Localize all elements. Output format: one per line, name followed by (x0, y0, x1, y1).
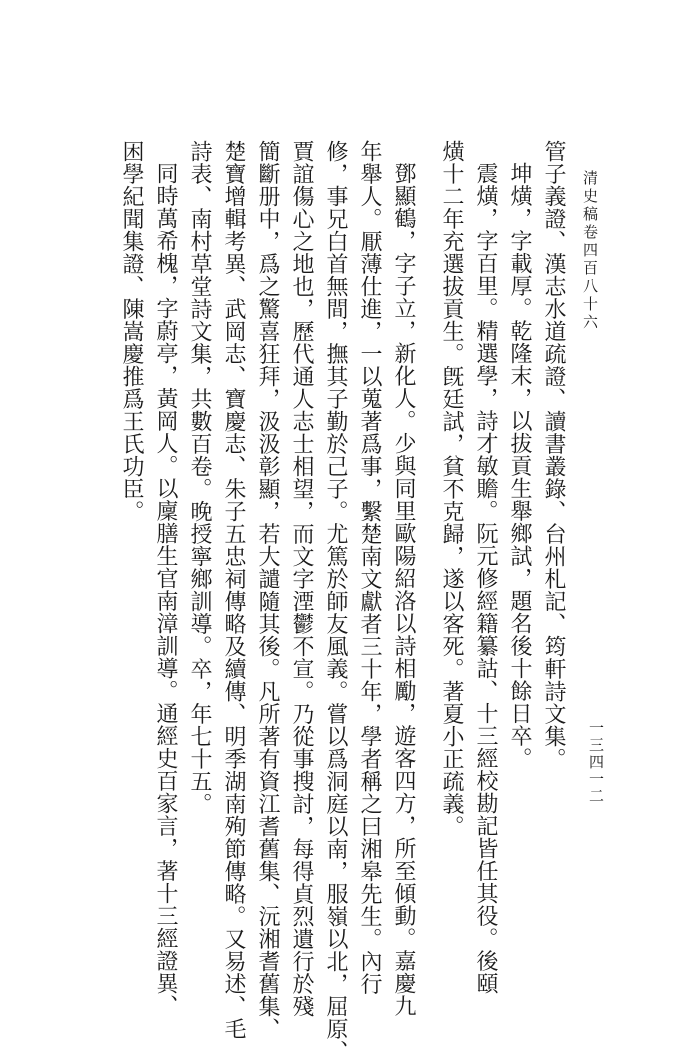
text-column-3: 震熿，字百里。精選學，詩才敏贍。阮元修經籍纂詁、十三經校勘記皆任其役。後頤 (473, 162, 498, 995)
text-column-9: 簡斷册中，爲之驚喜狂拜，汲汲彰顯，若大譴隨其後。凡所著有資江耆舊集、沅湘耆舊集、 (255, 140, 280, 1040)
text-column-11: 詩表、南村草堂詩文集，共數百卷。晚授寧鄉訓導。卒，年七十五。 (187, 140, 212, 815)
page-number: 一三四一二 (587, 720, 605, 805)
text-column-1: 管子義證、漢志水道疏證、讀書叢錄、台州札記、筠軒詩文集。 (541, 140, 566, 770)
text-column-5: 鄧顯鶴，字子立，新化人。少與同里歐陽紹洛以詩相勵，遊客四方，所至傾動。嘉慶九 (391, 162, 416, 1017)
text-column-8: 賈誼傷心之地也，歷代通人志士相望，而文字湮鬱不宣。乃從事搜討，每得貞烈遺行於殘 (289, 140, 314, 1018)
text-column-7: 修，事兄白首無間，撫其子勤於己子。尤篤於師友風義。嘗以爲洞庭以南，服嶺以北，屈原、 (323, 140, 348, 1063)
text-column-2: 坤熿，字載厚。乾隆末，以拔貢生舉鄉試，題名後十餘日卒。 (507, 162, 532, 770)
text-column-4: 熿十二年充選拔貢生。旣廷試，貧不克歸，遂以客死。著夏小正疏義。 (439, 140, 464, 838)
text-column-6: 年舉人。厭薄仕進，一以蒐著爲事，繫楚南文獻者三十年，學者稱之曰湘皋先生。內行 (357, 140, 382, 995)
text-column-10: 楚寶增輯考異、武岡志、寶慶志、朱子五忠祠傳略及續傳、明季湖南殉節傳略。又易述、毛 (221, 140, 246, 1040)
text-column-13: 困學紀聞集證、陳嵩慶推爲王氏功臣。 (119, 140, 144, 523)
running-title: 清史稿卷四百八十六 (581, 170, 599, 332)
text-column-12: 同時萬希槐，字蔚亭，黃岡人。以廩膳生官南漳訓導。通經史百家言，著十三經證異、 (153, 162, 178, 1017)
